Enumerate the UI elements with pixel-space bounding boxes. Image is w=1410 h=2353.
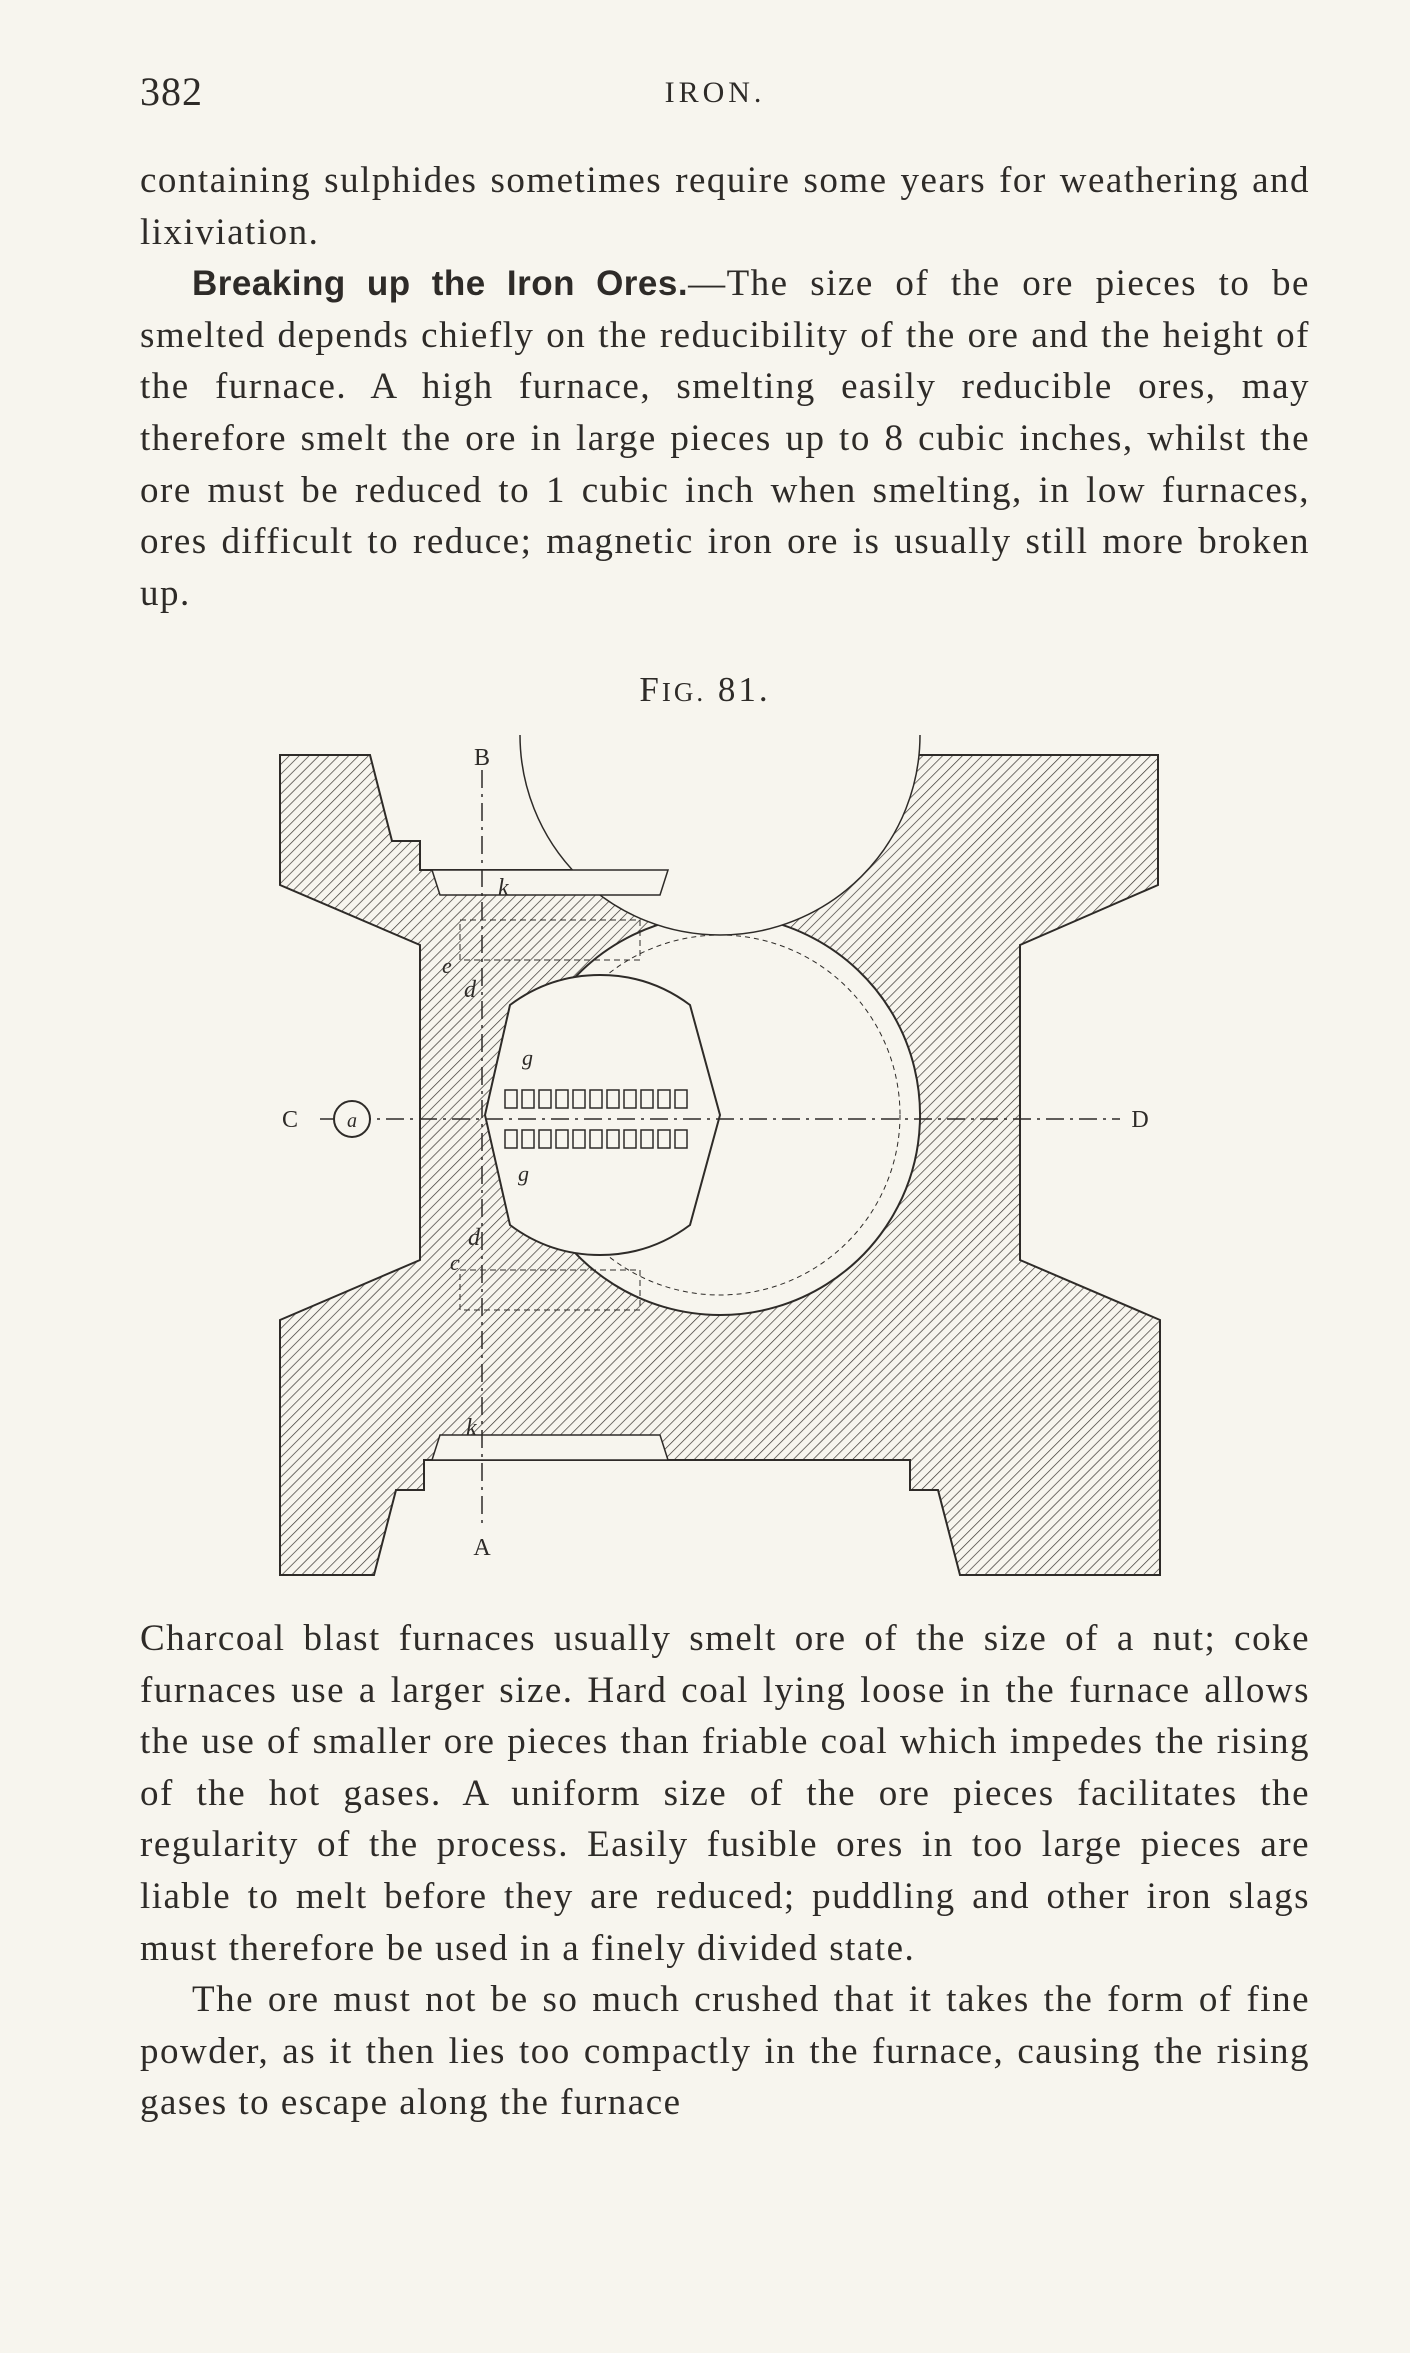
top-opening <box>432 870 668 895</box>
label-c: C <box>281 1107 299 1133</box>
continuation-paragraph: containing sulphides sometimes require some years for weathering and lixiviation. <box>140 160 1310 253</box>
running-head: IRON. <box>664 76 766 109</box>
label-d-bottom: d <box>468 1225 480 1251</box>
label-g-top: g <box>522 1045 533 1070</box>
figure-caption: FIG. 81. <box>639 670 771 709</box>
label-d: D <box>1131 1107 1149 1133</box>
bottom-text-block <box>140 1613 1310 2129</box>
top-text-block <box>140 155 1310 619</box>
label-b: B <box>473 745 491 771</box>
label-d-top: d <box>464 977 476 1003</box>
hearth-crucible <box>485 975 720 1255</box>
label-k-bottom: k <box>466 1415 477 1441</box>
furnace-plan-figure <box>260 735 1180 1595</box>
label-e-bottom: c <box>450 1250 460 1275</box>
section-body: —The size of the ore pieces to be smelted depends chiefly on the reducibility of the ore and the height of the furnace. A high furnace, smelting easily reducible ores, may therefore smelt the ore in large pieces up to 8 cubic inches, whilst the ore must be reduced to 1 cubic inch when smelting, in low furnaces, ores difficult to reduce; magnetic iron ore is usually still more broken up. <box>140 263 1310 614</box>
page-number: 382 <box>140 69 203 114</box>
label-e-top: e <box>442 953 452 978</box>
paragraph-charcoal: Charcoal blast furnaces usually smelt ore of the size of a nut; coke furnaces use a larger size. Hard coal lying loose in the furnace allows the use of smaller ore pieces than friable coal which impedes the rising of the hot gases. A uniform size of the ore pieces facilitates the regularity of the process. Easily fusible ores in too large pieces are liable to melt before they are reduced; puddling and other iron slags must therefore be used in a finely divided state. <box>140 1618 1310 1969</box>
paragraph-fine-powder: The ore must not be so much crushed that it takes the form of fine powder, as it then lies too compactly in the furnace, causing the rising gases to escape along the furnace <box>140 1979 1310 2124</box>
label-a: A <box>473 1535 491 1561</box>
section-heading: Breaking up the Iron Ores. <box>192 264 689 304</box>
label-a-small: a <box>347 1110 357 1132</box>
label-g-bottom: g <box>518 1161 529 1186</box>
section-paragraph <box>140 258 1310 619</box>
label-k-top: k <box>498 875 509 901</box>
page-header <box>140 68 1290 128</box>
furnace-plan-drawing <box>260 735 1180 1595</box>
